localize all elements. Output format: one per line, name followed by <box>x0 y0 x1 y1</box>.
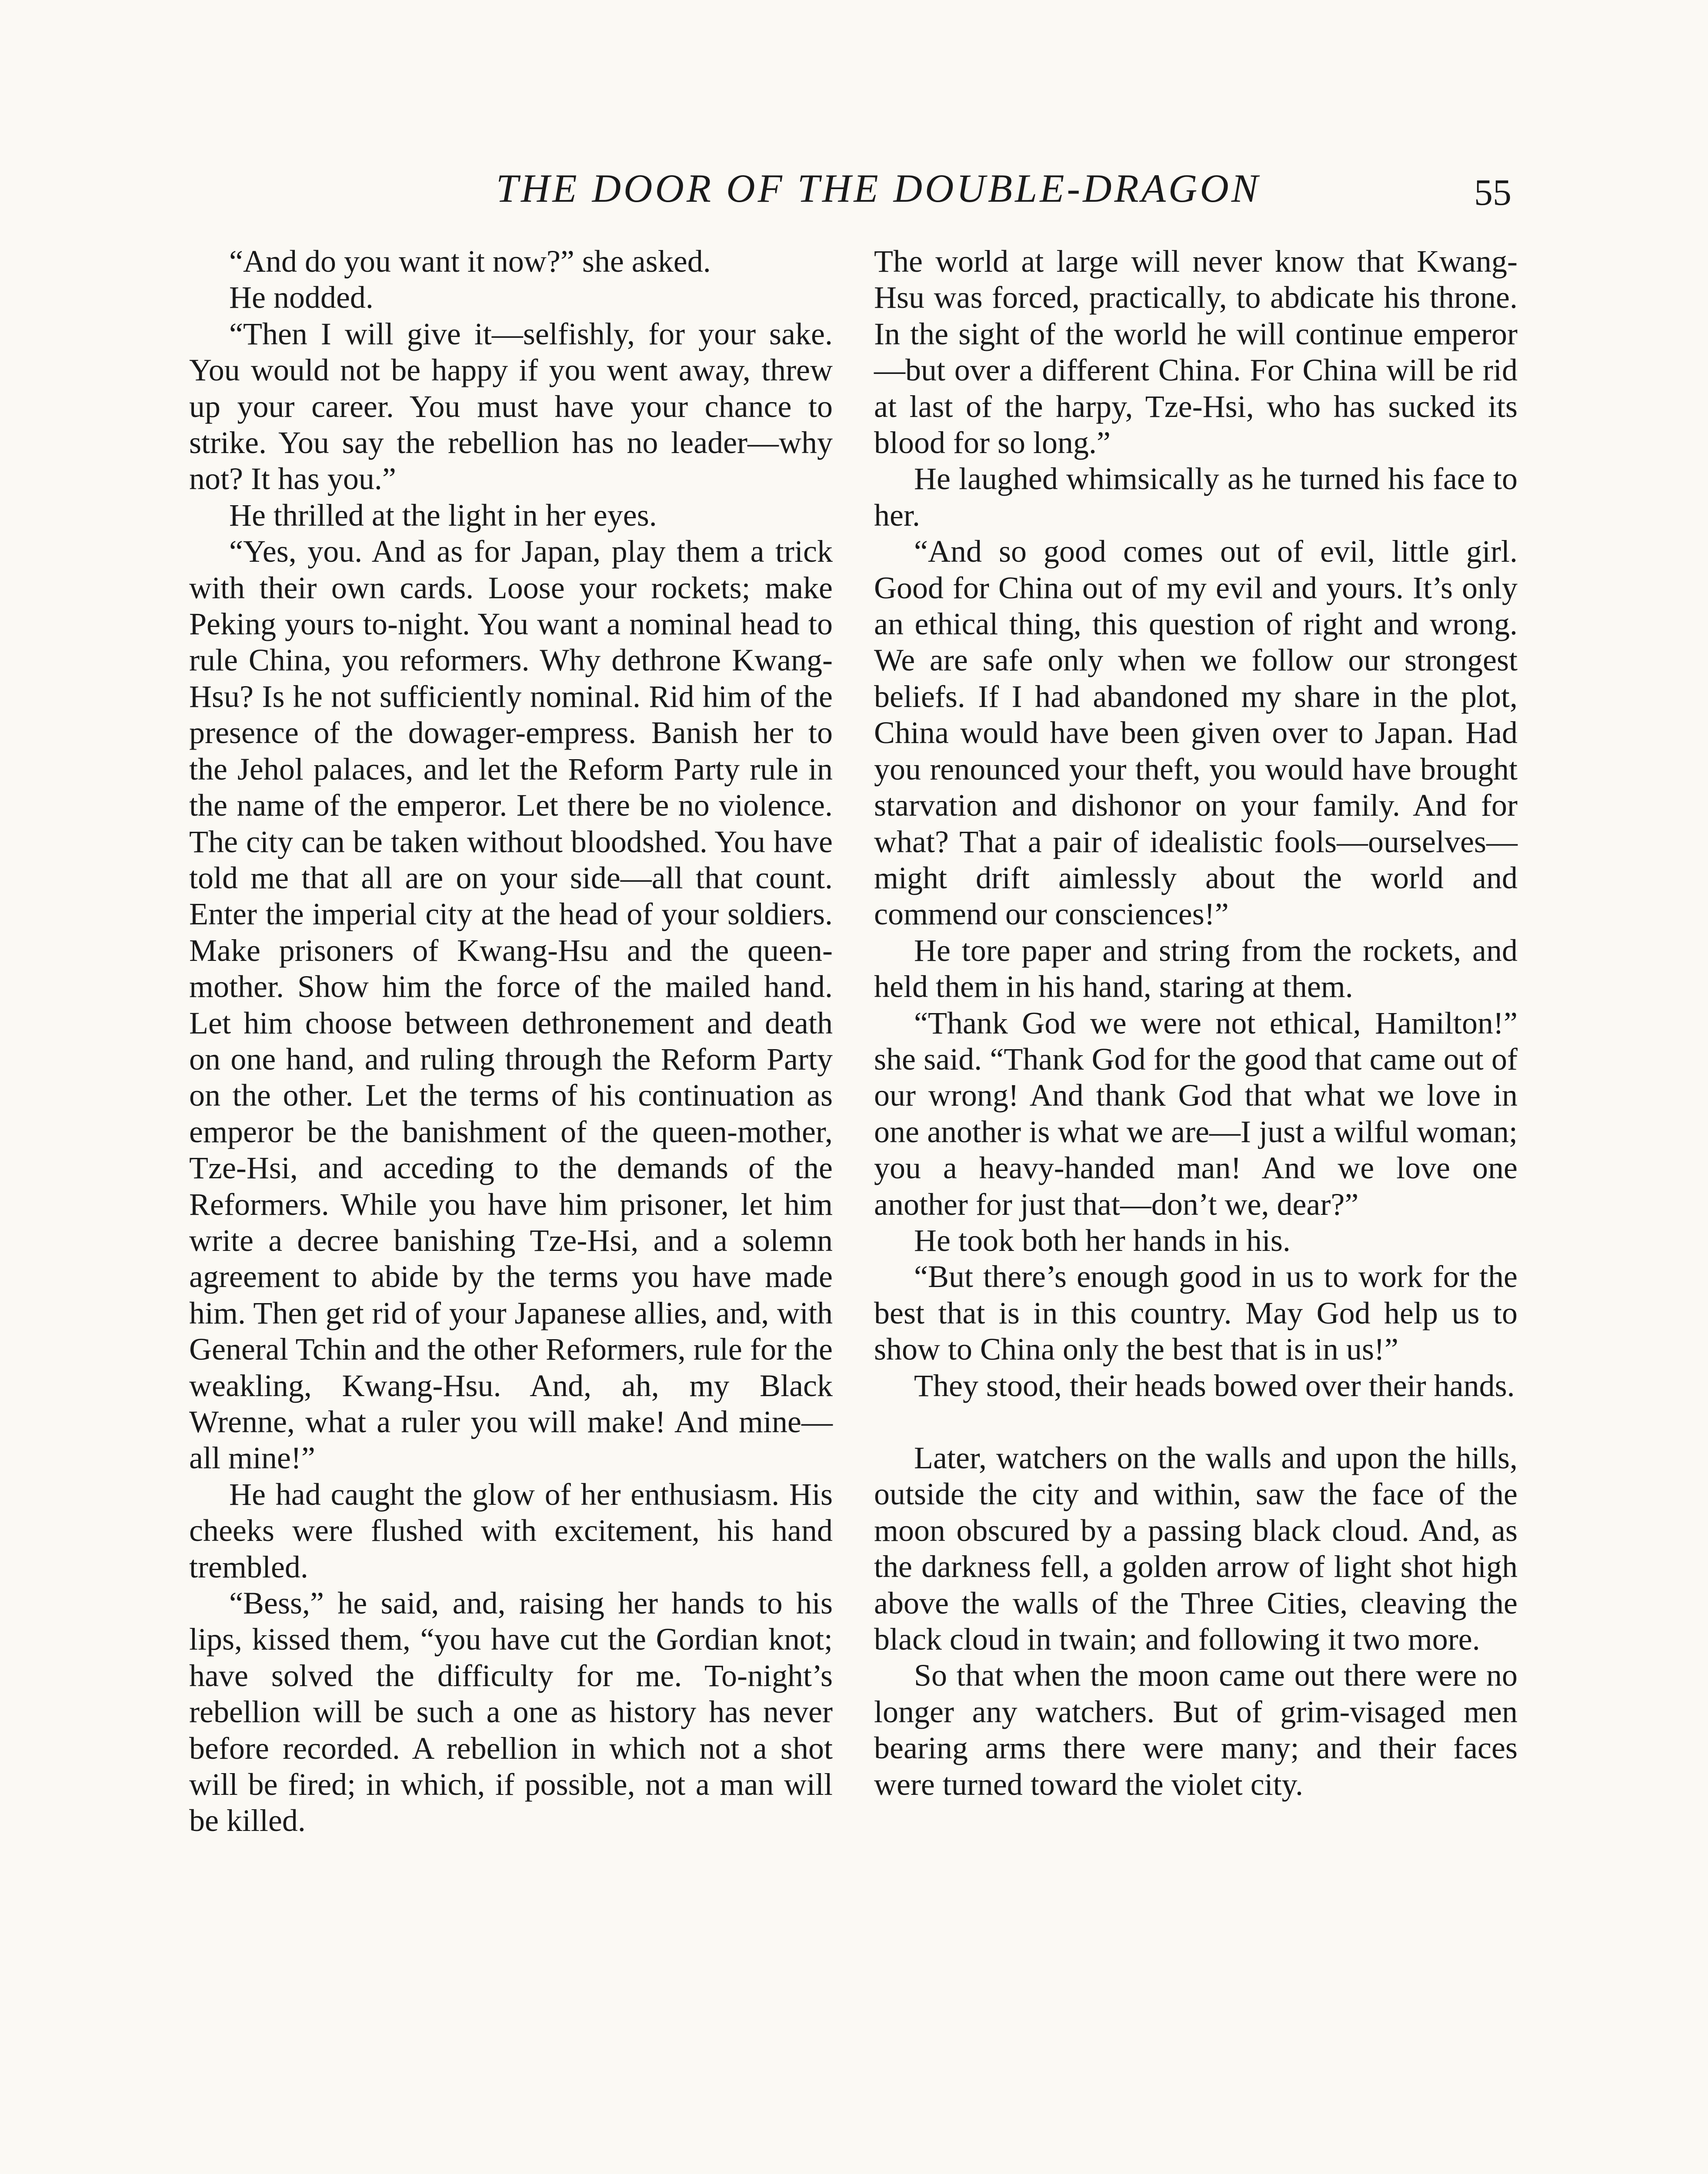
paragraph: “But there’s enough good in us to work for the best that is in this country. May God help us to show to China only the best that is in us!” <box>874 1259 1518 1367</box>
paragraph: He laughed whimsically as he turned his face to her. <box>874 461 1518 533</box>
paragraph: Later, watchers on the walls and upon the hills, outside the city and within, saw the face of the moon obscured by a passing black cloud. And, as the darkness fell, a golden arrow of light shot high above the walls of the Three Cities, cleaving the black cloud in twain; and following it two more. <box>874 1440 1518 1657</box>
paragraph: “Then I will give it—selfishly, for your sake. You would not be happy if you went away, threw up your career. You must have your chance to strike. You say the rebellion has no leader—why not? It has you.” <box>189 316 833 497</box>
paragraph: “Yes, you. And as for Japan, play them a trick with their own cards. Loose your rockets; make Peking yours to-night. You want a nominal head to rule China, you reformers. Why dethrone Kwang-Hsu? Is he not sufficiently nominal. Rid him of the presence of the dowager-empress. Banish her to the Jehol palaces, and let the Reform Party rule in the name of the emperor. Let there be no violence. The city can be taken without bloodshed. You have told me that all are on your side—all that count. Enter the imperial city at the head of your soldiers. Make prisoners of Kwang-Hsu and the queen-mother. Show him the force of the mailed hand. Let him choose between dethronement and death on one hand, and ruling through the Reform Party on the other. Let the terms of his continuation as emperor be the banishment of the queen-mother, Tze-Hsi, and acceding to the demands of the Reformers. While you have him prisoner, let him write a decree banishing Tze-Hsi, and a solemn agreement to abide by the terms you have made him. Then get rid of your Japanese allies, and, with General Tchin and the other Reformers, rule for the weakling, Kwang-Hsu. And, ah, my Black Wrenne, what a ruler you will make! And mine—all mine!” <box>189 534 833 1476</box>
paragraph: “And do you want it now?” she asked. <box>229 244 711 279</box>
paragraph: “Bess,” he said, and, raising her hands to his lips, kissed them, “you have cut the Gordian knot; have solved the difficulty for me. To-night’s rebellion will be such a one as history has never before recorded. A rebellion in which not a shot will be fired; in which, if possible, not a man will be killed. <box>189 1586 833 1838</box>
paragraph: “And so good comes out of evil, little girl. Good for China out of my evil and yours. It’s only an ethical thing, this question of right and wrong. We are safe only when we follow our strongest beliefs. If I had abandoned my share in the plot, China would have been given over to Japan. Had you renounced your theft, you would have brought starvation and dishonor on your family. And for what? That a pair of idealistic fools—ourselves—might drift aimlessly about the world and commend our consciences!” <box>874 534 1518 932</box>
right-column <box>874 243 1518 1803</box>
section-break <box>874 1404 1518 1440</box>
running-head-title: THE DOOR OF THE DOUBLE-DRAGON <box>496 166 1261 210</box>
paragraph: So that when the moon came out there were no longer any watchers. But of grim-visaged men bearing arms there were many; and their faces were turned toward the violet city. <box>874 1658 1518 1802</box>
left-column <box>189 243 833 1839</box>
paragraph: They stood, their heads bowed over their hands. <box>914 1368 1515 1403</box>
page-number: 55 <box>1474 171 1511 213</box>
paragraph: He had caught the glow of her enthusiasm. His cheeks were flushed with excitement, his hand trembled. <box>189 1477 833 1584</box>
paragraph: He thrilled at the light in her eyes. <box>229 497 657 533</box>
paragraph: He tore paper and string from the rockets, and held them in his hand, staring at them. <box>874 933 1518 1004</box>
paragraph-continued: The world at large will never know that Kwang-Hsu was forced, practically, to abdicate his throne. In the sight of the world he will continue emperor—but over a different China. For China will be rid at last of the harpy, Tze-Hsi, who has sucked its blood for so long.” <box>874 244 1518 460</box>
paragraph: “Thank God we were not ethical, Hamilton!” she said. “Thank God for the good that came out of our wrong! And thank God that what we love in one another is what we are—I just a wilful woman; you a heavy-handed man! And we love one another for just that—don’t we, dear?” <box>874 1005 1518 1222</box>
paragraph: He took both her hands in his. <box>914 1223 1291 1258</box>
paragraph: He nodded. <box>229 280 374 315</box>
